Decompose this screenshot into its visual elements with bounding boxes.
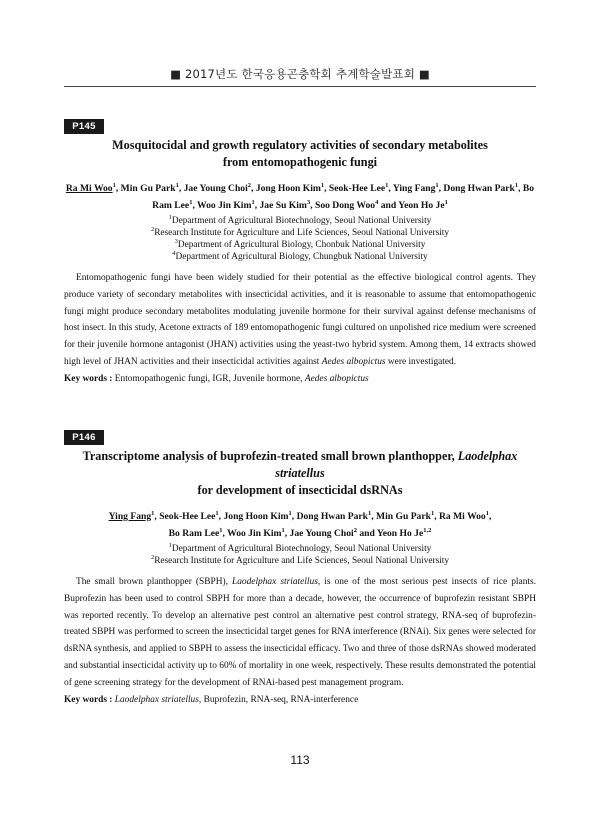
affiliation-text: Department of Agricultural Biology, Chungbuk National University — [175, 252, 428, 262]
affiliation-marker: 2 — [150, 553, 155, 561]
author-line-1 — [66, 183, 534, 194]
author-name: , Woo Jin Kim — [192, 200, 252, 211]
author-name: , Jae Young Choi — [284, 528, 354, 539]
author-line-2 — [152, 200, 448, 211]
affiliation-text: Department of Agricultural Biotechnology, Seoul National University — [171, 216, 432, 226]
affiliation-marker: 4 — [172, 249, 176, 257]
affiliation-marker: 1 — [168, 213, 172, 221]
header-rule — [64, 86, 536, 87]
author-line-2 — [169, 528, 432, 539]
author-name: , Seok-Hee Lee — [154, 511, 216, 522]
affiliation-line — [64, 251, 536, 263]
affiliation-text: Department of Agricultural Biotechnology, Seoul National University — [171, 544, 432, 554]
affiliation-marker: 1 — [151, 509, 155, 517]
affiliation-marker: 1,2 — [423, 526, 432, 534]
keywords-species: Aedes albopictus — [304, 373, 369, 384]
affiliation-line — [64, 215, 536, 227]
authors-p146 — [64, 508, 536, 542]
affiliation-marker: 1 — [320, 181, 325, 189]
author-name: , Ra Mi Woo — [434, 511, 486, 522]
author-name: , Jae Su Kim — [254, 200, 307, 211]
affiliation-line — [64, 227, 536, 239]
keywords-p146 — [64, 692, 536, 708]
affiliation-marker: 1 — [485, 509, 489, 517]
author-name: Ying Fang — [108, 511, 152, 522]
affiliation-marker: 4 — [375, 198, 379, 206]
author-name: , Min Gu Park — [371, 511, 431, 522]
affiliations-p146 — [64, 543, 536, 567]
abstract-badge-p145: P145 — [64, 119, 104, 134]
affiliation-text: Department of Agricultural Biology, Chonbuk National University — [177, 240, 426, 250]
abstract-text-p146 — [64, 574, 536, 692]
running-header: ■ 2017년도 한국응용곤충학회 추계학술발표회 ■ — [170, 67, 430, 81]
affiliation-marker: 2 — [247, 181, 252, 189]
author-name: , Min Gu Park — [115, 183, 176, 194]
affiliation-marker: 1 — [168, 541, 172, 549]
author-name: , Dong Hwan Park — [291, 511, 368, 522]
author-name: , — [488, 511, 492, 522]
page-number: 113 — [290, 753, 310, 767]
keywords-label: Key words : — [64, 373, 115, 384]
keywords-species: Laodelphax striatellus, — [114, 694, 202, 705]
title-line-1: Transcriptome analysis of buprofezin-treated small brown planthopper, — [82, 449, 458, 463]
author-name: , Jong Hoon Kim — [218, 511, 289, 522]
affiliation-marker: 1 — [444, 198, 448, 206]
affiliation-text: Research Institute for Agriculture and Life Sciences, Seoul National University — [154, 556, 450, 566]
affiliation-marker: 1 — [219, 526, 223, 534]
affiliation-marker: 1 — [189, 198, 193, 206]
affiliation-marker: 1 — [368, 509, 372, 517]
title-species: Laodelphax striatellus — [275, 449, 518, 480]
affiliation-marker: 2 — [353, 526, 357, 534]
keywords-label: Key words : — [64, 694, 115, 705]
author-name: and Yeon Ho Je — [356, 528, 424, 539]
author-name: , Woo Jin Kim — [222, 528, 282, 539]
title-line-1: Mosquitocidal and growth regulatory activities of secondary metabolites — [112, 138, 488, 152]
abstract-title-p145 — [64, 137, 536, 171]
abstract-section-p145 — [64, 137, 536, 387]
abstract-title-p146 — [64, 448, 536, 499]
author-name: , Dong Hwan Park — [438, 183, 515, 194]
affiliation-marker: 1 — [112, 181, 116, 189]
affiliation-marker: 1 — [288, 509, 292, 517]
author-name: , Seok-Hee Lee — [324, 183, 386, 194]
affiliation-text: Research Institute for Agriculture and Life Sciences, Seoul National University — [154, 228, 450, 238]
abstract-section-p146 — [64, 448, 536, 708]
keywords-text: Entomopathogenic fungi, IGR, Juvenile hormone, — [114, 373, 305, 384]
affiliation-marker: 1 — [215, 509, 219, 517]
author-name: , Soo Dong Woo — [310, 200, 376, 211]
author-name: , Bo — [518, 183, 535, 194]
abstract-body: Entomopathogenic fungi have been widely studied for their potential as the effective biological control agents. They produce variety of secondary metabolites with insecticidal activities, and it is reasonable to assume that entomopathogenic fungi might produce secondary metabolites modulating juvenile hormone for their survival against defense mechanisms of host insect. In this study, Acetone extracts of 189 entomopathogenic fungi cultured on unpolished rice medium were screened for their juvenile hormone antagonist (JHAN) activities using the yeast-two hybrid system. Among them, 14 extracts showed high level of JHAN activities and their insecticidal activities against — [64, 273, 536, 367]
authors-p145 — [64, 180, 536, 214]
keywords-p145 — [64, 371, 536, 387]
author-name: Ra Mi Woo — [65, 183, 113, 194]
affiliations-p145 — [64, 215, 536, 263]
affiliation-marker: 3 — [174, 237, 178, 245]
author-name: , Jae Young Choi — [178, 183, 248, 194]
author-name: Bo Ram Lee — [168, 528, 220, 539]
affiliation-marker: 1 — [281, 526, 285, 534]
affiliation-line — [64, 543, 536, 555]
abstract-start: The small brown planthopper (SBPH), — [76, 577, 232, 587]
keywords-text: Buprofezin, RNA-seq, RNA-interference — [201, 694, 359, 705]
affiliation-marker: 1 — [251, 198, 255, 206]
abstract-text-p145 — [64, 270, 536, 371]
affiliation-line — [64, 239, 536, 251]
abstract-badge-p146: P146 — [64, 430, 104, 445]
affiliation-line — [64, 555, 536, 567]
affiliation-marker: 2 — [150, 225, 155, 233]
affiliation-marker: 3 — [306, 198, 311, 206]
abstract-end: were investigated. — [385, 356, 457, 367]
abstract-body: is one of the most serious pest insects of rice plants. Buprofezin has been used to control SBPH for more than a decade, however, the occurrence of buprofezin resistant SBPH was reported recently. To develop an alternative pest control an alternative pest control strategy, RNA-seq of buprofezin-treated SBPH was performed to screen the insecticidal target genes for RNA interference (RNAi). Six genes were selected for dsRNA synthesis, and applied to SBPH to assess the insecticidal efficacy. Two and three of those dsRNAs showed moderated and substantial insecticidal activity up to 60% of mortality in one week, respectively. These results demonstrated the potential of gene screening strategy for the development of RNAi-based pest management program. — [64, 577, 536, 688]
author-line-1 — [109, 511, 492, 522]
title-line-2: from entomopathogenic fungi — [222, 155, 378, 169]
affiliation-marker: 1 — [175, 181, 179, 189]
author-name: and Yeon Ho Je — [378, 200, 445, 211]
affiliation-marker: 1 — [514, 181, 519, 189]
author-name: Ram Lee — [152, 200, 190, 211]
author-name: , Ying Fang — [388, 183, 436, 194]
affiliation-marker: 1 — [430, 509, 435, 517]
author-name: , Jong Hoon Kim — [251, 183, 321, 194]
affiliation-marker: 1 — [385, 181, 389, 189]
affiliation-marker: 1 — [435, 181, 439, 189]
species-name: Aedes albopictus — [321, 356, 386, 367]
species-name: Laodelphax striatellus, — [232, 577, 321, 587]
title-line-2: for development of insecticidal dsRNAs — [197, 483, 403, 497]
